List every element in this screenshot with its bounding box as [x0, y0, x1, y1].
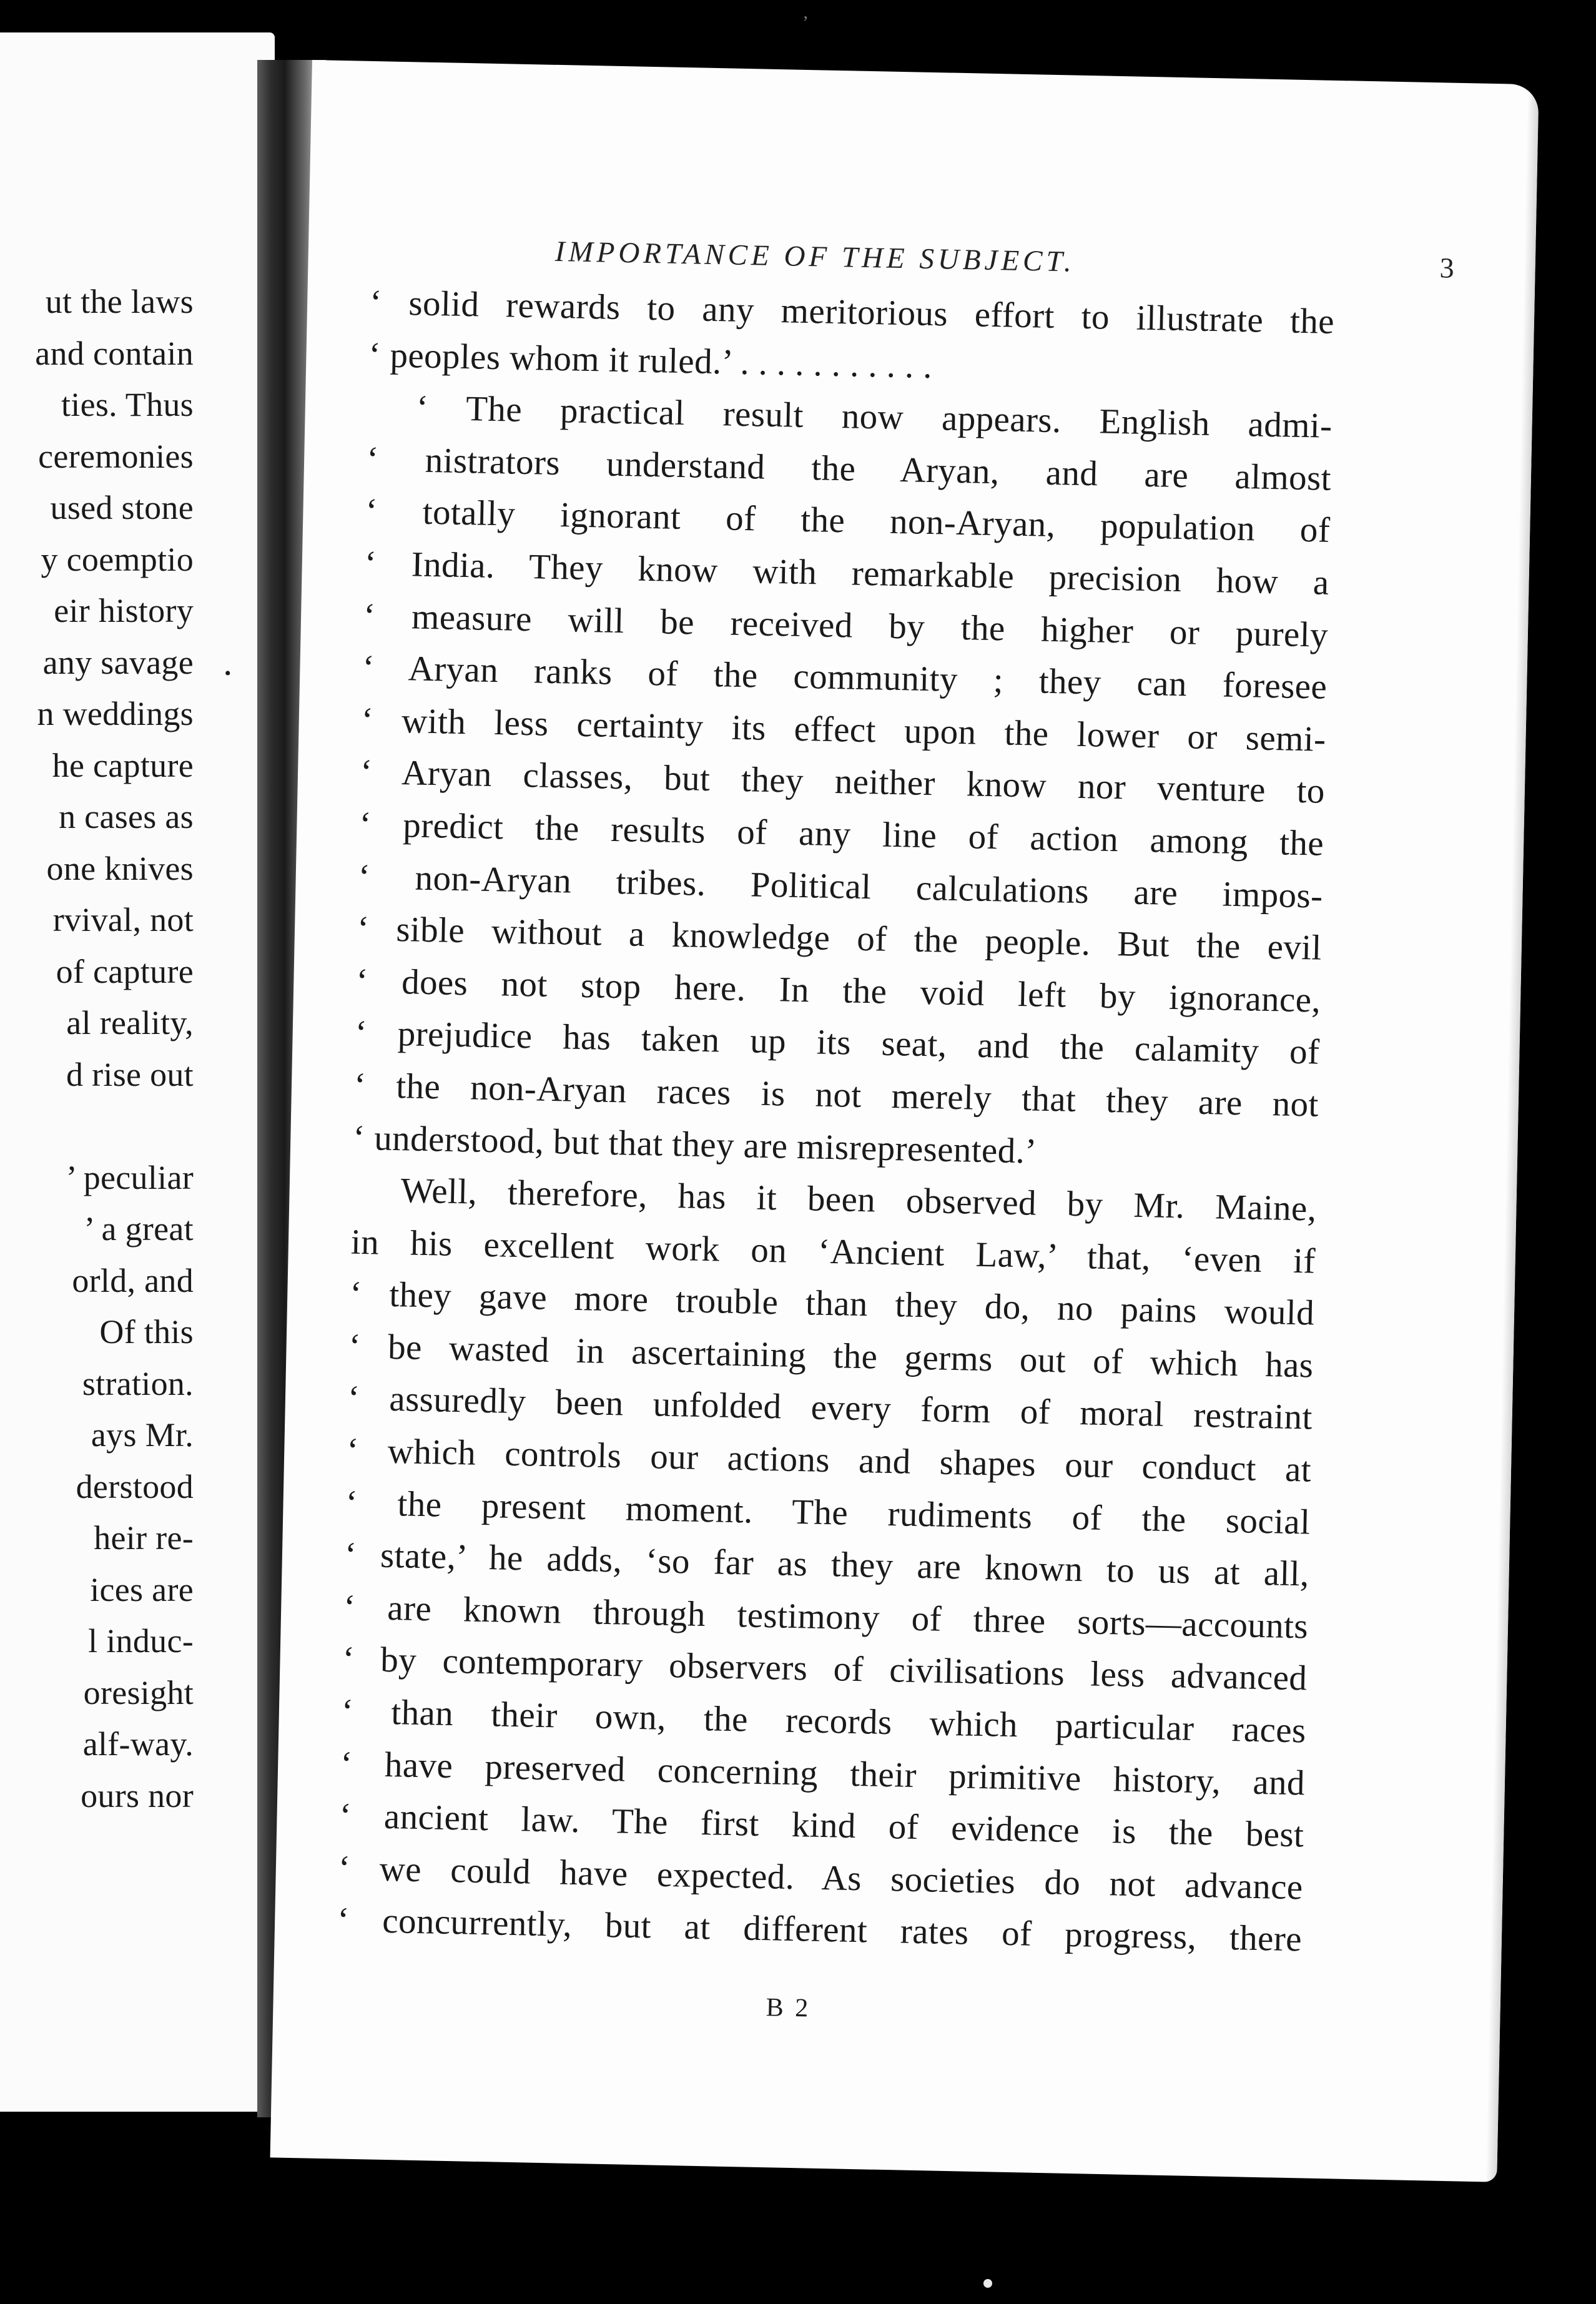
previous-page-line: ties. Thus — [61, 386, 194, 423]
body-line: ‘ ancient law. The first kind of evidence is the best — [338, 1796, 1304, 1855]
body-line: ‘ predict the results of any line of action among the — [358, 804, 1324, 864]
previous-page-line: derstood — [76, 1467, 194, 1505]
previous-page-line: alf-way. — [82, 1725, 194, 1763]
previous-page-line: he capture — [52, 746, 194, 784]
previous-page-line: one knives — [46, 849, 194, 887]
body-line: ‘ measure will be received by the higher or purely — [363, 596, 1329, 655]
body-line: Well, therefore, has it been observed by Mr. Maine, — [400, 1171, 1318, 1229]
body-line: ‘ does not stop here. In the void left by ignorance, — [355, 961, 1321, 1020]
body-line: ‘ non-Aryan tribes. Political calculations are impos- — [358, 857, 1324, 916]
body-line: ‘ by contemporary observers of civilisations less advanced — [342, 1639, 1308, 1698]
body-line: ‘ are known through testimony of three sorts—accounts — [343, 1587, 1309, 1647]
body-line: ‘ they gave more trouble than they do, no pains would — [349, 1274, 1315, 1333]
scan-mark-bottom — [983, 2279, 992, 2288]
previous-page-line: eir history — [54, 592, 194, 629]
previous-page-line: used stone — [50, 489, 194, 526]
previous-page-line: oresight — [83, 1673, 194, 1711]
previous-page-line: Of this — [99, 1313, 194, 1351]
previous-page-line: stration. — [82, 1364, 194, 1402]
previous-page-line — [0, 1100, 194, 1152]
previous-page-line: d rise out — [66, 1055, 194, 1093]
previous-page-line: rvival, not — [52, 901, 194, 938]
previous-page-line: orld, and — [72, 1261, 194, 1299]
previous-page-line: ut the laws — [45, 283, 194, 320]
page-body — [337, 277, 1334, 1966]
previous-page-line: n weddings — [37, 695, 194, 732]
body-line: ‘ assuredly been unfolded every form of moral restraint — [347, 1379, 1313, 1438]
body-line: ‘ state,’ he adds, ‘so far as they are known to us at all, — [344, 1535, 1310, 1594]
body-line: ‘ totally ignorant of the non-Aryan, population of — [365, 491, 1331, 551]
previous-page-line: ices are — [90, 1570, 194, 1608]
previous-page-line: ays Mr. — [91, 1416, 194, 1454]
body-line: ‘ The practical result now appears. English admi- — [416, 388, 1333, 446]
previous-page-line: ’ a great — [84, 1210, 194, 1248]
body-line: ‘ peoples whom it ruled.’ . . . . . . . . . . . — [368, 335, 933, 386]
body-line: ‘ the non-Aryan races is not merely that they are not — [353, 1065, 1319, 1125]
body-line: ‘ Aryan classes, but they neither know nor venture to — [360, 752, 1326, 812]
previous-page-line: ’ peculiar — [66, 1158, 194, 1196]
body-line: ‘ India. They know with remarkable precision how a — [364, 543, 1330, 603]
previous-page-text — [0, 276, 194, 1821]
body-line: ‘ the present moment. The rudiments of the social — [345, 1483, 1311, 1542]
page-number: 3 — [1439, 252, 1455, 284]
previous-page-line: heir re- — [94, 1519, 194, 1557]
stray-mark: • — [224, 663, 231, 684]
body-line: ‘ solid rewards to any meritorious effort to illustrate the — [369, 282, 1335, 342]
previous-page-line: ours nor — [81, 1776, 194, 1814]
previous-page-line: ceremonies — [38, 437, 194, 475]
body-line: ‘ sible without a knowledge of the people. But the evil — [357, 908, 1323, 968]
previous-page-line: l induc- — [88, 1622, 194, 1660]
previous-page-line: al reality, — [66, 1004, 194, 1041]
previous-page-line: any savage — [42, 643, 194, 681]
current-page — [270, 60, 1539, 2182]
running-header: IMPORTANCE OF THE SUBJECT. — [554, 235, 1076, 278]
previous-page-line: y coemptio — [41, 540, 194, 578]
body-line: ‘ understood, but that they are misrepresented.’ — [352, 1118, 1038, 1171]
body-line: ‘ have preserved concerning their primitive history, and — [340, 1744, 1306, 1803]
body-line: ‘ concurrently, but at different rates of progress, there — [337, 1900, 1303, 1959]
body-line: ‘ Aryan ranks of the community ; they can foresee — [362, 647, 1328, 707]
previous-page-line: n cases as — [59, 798, 194, 835]
body-line: ‘ be wasted in ascertaining the germs out of which has — [348, 1326, 1314, 1386]
signature-mark: B 2 — [766, 1993, 811, 2023]
previous-page-line: of capture — [56, 952, 194, 990]
body-line: ‘ nistrators understand the Aryan, and are almost — [366, 439, 1332, 498]
previous-page — [0, 32, 275, 2112]
body-line: ‘ with less certainty its effect upon the lower or semi- — [361, 700, 1327, 759]
body-line: ‘ we could have expected. As societies do not advance — [338, 1848, 1304, 1908]
previous-page-line: and contain — [35, 334, 194, 372]
body-line: ‘ than their own, the records which particular races — [341, 1691, 1307, 1751]
body-line: ‘ prejudice has taken up its seat, and the calamity of — [355, 1013, 1321, 1073]
scan-mark: ʼ — [802, 12, 809, 33]
body-line: in his excellent work on ‘Ancient Law,’ that, ‘even if — [350, 1222, 1316, 1281]
body-line: ‘ which controls our actions and shapes our conduct at — [346, 1430, 1312, 1490]
